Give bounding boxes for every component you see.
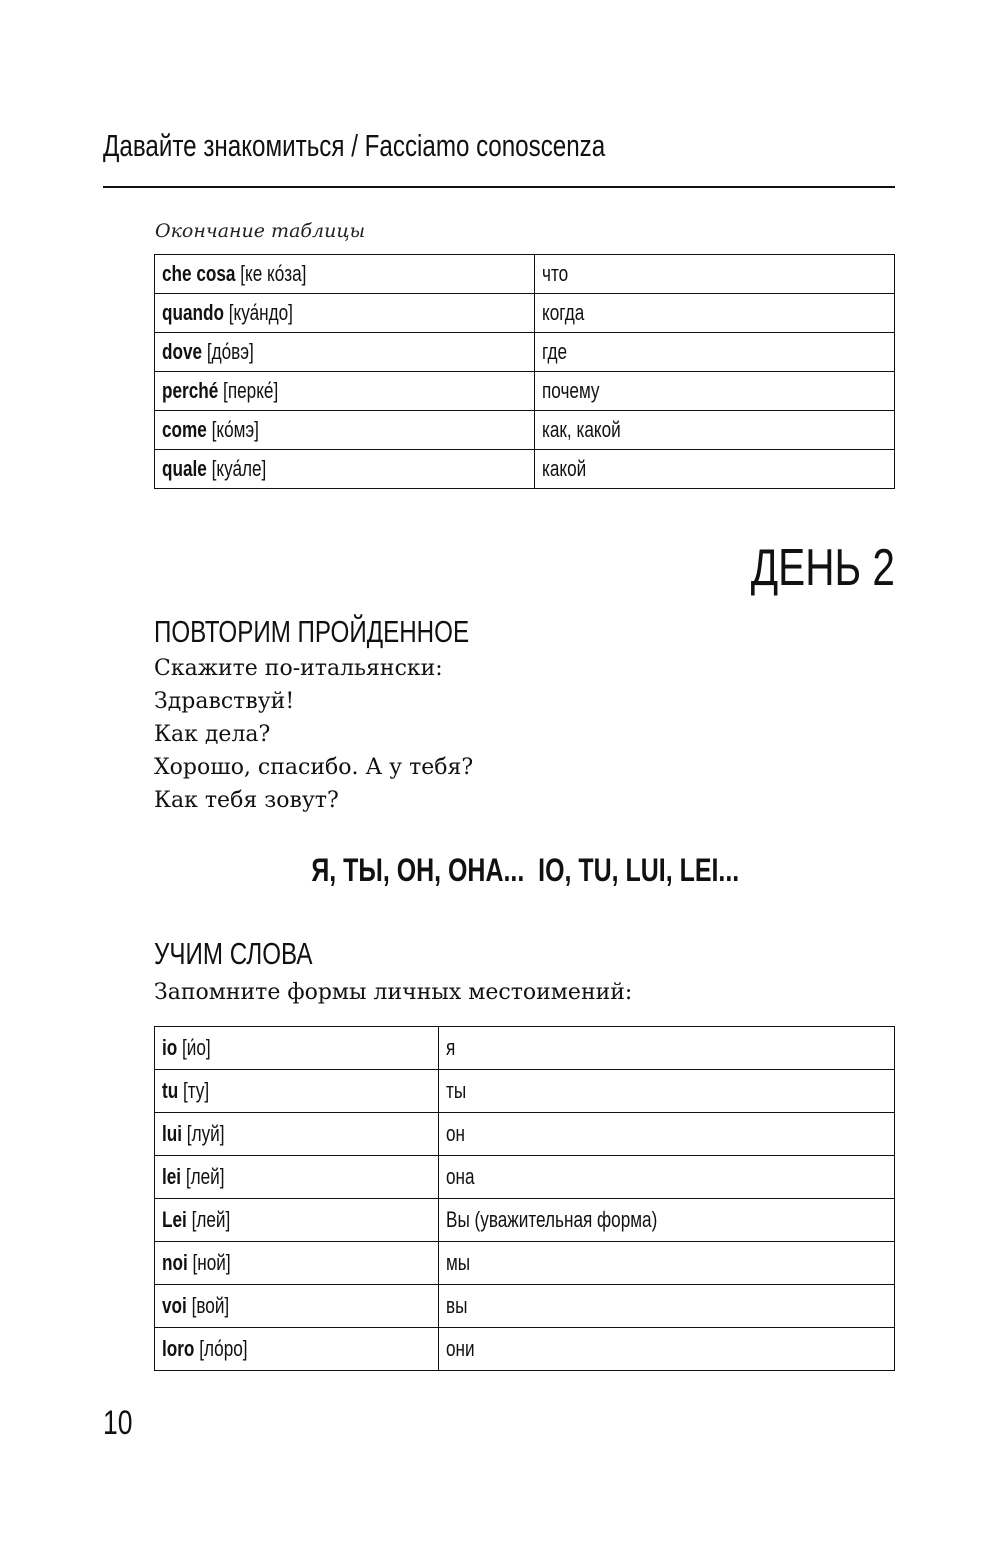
translation-cell: ты — [439, 1070, 895, 1113]
review-line: Как тебя зовут? — [154, 788, 339, 813]
pronoun-banner: Я, ТЫ, ОН, ОНА... IO, TU, LUI, LEI... — [311, 852, 739, 888]
review-lines — [154, 652, 473, 817]
translation-cell: он — [439, 1113, 895, 1156]
translation-cell: Вы (уважительная форма) — [439, 1199, 895, 1242]
review-line: Здравствуй! — [154, 689, 295, 714]
word-cell: perché [перке́] — [155, 372, 535, 411]
word-cell: dove [до́вэ] — [155, 333, 535, 372]
table-row — [155, 1285, 895, 1328]
review-line: Как дела? — [154, 722, 271, 747]
translation-cell: какой — [535, 450, 895, 489]
table-row — [155, 1070, 895, 1113]
translation-cell: где — [535, 333, 895, 372]
table-row — [155, 1199, 895, 1242]
table-row — [155, 255, 895, 294]
word-cell: come [ко́мэ] — [155, 411, 535, 450]
translation-cell: она — [439, 1156, 895, 1199]
word-cell: io [и́о] — [155, 1027, 439, 1070]
table-row — [155, 372, 895, 411]
table-row — [155, 1113, 895, 1156]
words-intro: Запомните формы личных местоимений: — [154, 980, 633, 1005]
translation-cell: я — [439, 1027, 895, 1070]
table-row — [155, 1156, 895, 1199]
review-heading: ПОВТОРИМ ПРОЙДЕННОЕ — [154, 614, 470, 649]
table-row — [155, 294, 895, 333]
day-title: ДЕНЬ 2 — [750, 539, 895, 597]
word-cell: lui [луй] — [155, 1113, 439, 1156]
translation-cell: как, какой — [535, 411, 895, 450]
word-cell: loro [ло́ро] — [155, 1328, 439, 1371]
table-row — [155, 1328, 895, 1371]
word-cell: Lei [лей] — [155, 1199, 439, 1242]
word-cell: quale [куа́ле] — [155, 450, 535, 489]
review-line: Хорошо, спасибо. А у тебя? — [154, 755, 474, 780]
pronouns-table — [154, 1026, 895, 1371]
translation-cell: когда — [535, 294, 895, 333]
table-row — [155, 333, 895, 372]
word-cell: quando [куа́ндо] — [155, 294, 535, 333]
word-cell: noi [ной] — [155, 1242, 439, 1285]
word-cell: lei [лей] — [155, 1156, 439, 1199]
review-line: Скажите по-итальянски: — [154, 656, 443, 681]
header-rule — [103, 186, 895, 188]
table-row — [155, 1027, 895, 1070]
translation-cell: почему — [535, 372, 895, 411]
words-heading: УЧИМ СЛОВА — [154, 936, 313, 971]
translation-cell: они — [439, 1328, 895, 1371]
question-words-table — [154, 254, 895, 489]
page-number: 10 — [103, 1404, 133, 1442]
translation-cell: мы — [439, 1242, 895, 1285]
table-row — [155, 450, 895, 489]
translation-cell: вы — [439, 1285, 895, 1328]
word-cell: tu [ту] — [155, 1070, 439, 1113]
word-cell: voi [вой] — [155, 1285, 439, 1328]
table-row — [155, 411, 895, 450]
translation-cell: что — [535, 255, 895, 294]
table-caption: Окончание таблицы — [155, 220, 366, 242]
table-row — [155, 1242, 895, 1285]
running-header: Давайте знакомиться / Facciamo conoscenza — [103, 128, 606, 163]
word-cell: che cosa [ке ко́за] — [155, 255, 535, 294]
